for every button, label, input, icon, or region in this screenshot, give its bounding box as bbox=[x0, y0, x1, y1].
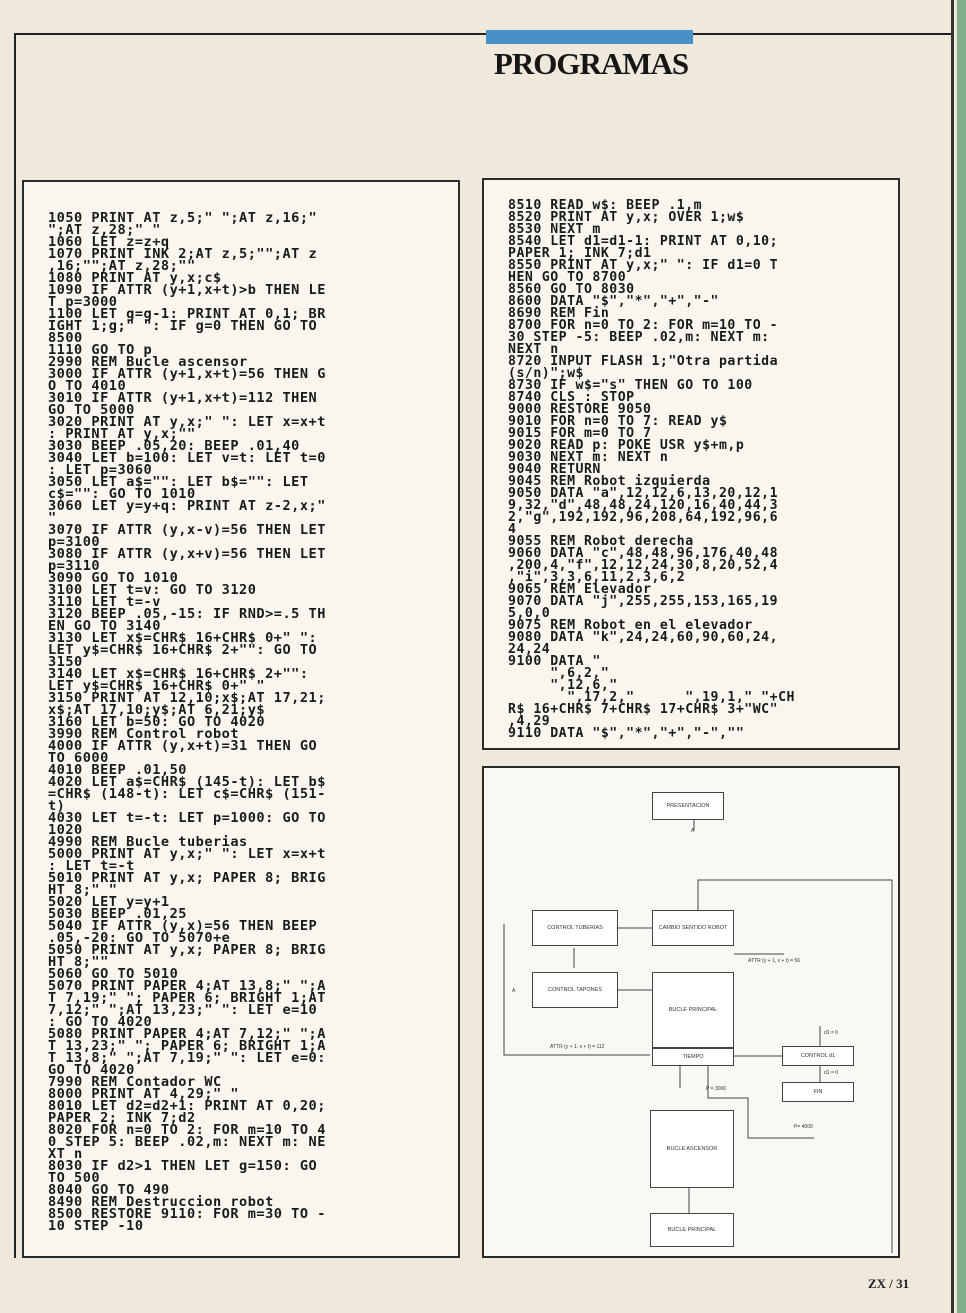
node-control-tuberias: CONTROL TUBERIAS bbox=[532, 910, 618, 946]
label-d1-not-zero: d1 ≠ 0 bbox=[824, 1030, 838, 1036]
node-bucle-ascensor: BUCLE ASCENSOR bbox=[650, 1110, 734, 1188]
node-bucle-principal: BUCLE PRINCIPAL bbox=[652, 972, 734, 1048]
node-tiempo: TIEMPO bbox=[652, 1048, 734, 1066]
left-rule bbox=[14, 33, 16, 1258]
label-attr-112: ATTR (y + 1, x + t) = 112 bbox=[550, 1044, 605, 1050]
label-d1-zero: d1 = 0 bbox=[824, 1070, 839, 1076]
label-a-left: A bbox=[512, 988, 516, 994]
code-listing-right bbox=[482, 178, 900, 750]
section-color-bar bbox=[486, 30, 693, 44]
label-a-top: A bbox=[691, 828, 695, 834]
label-attr-56: ATTR (y + 1, x + t) = 56 bbox=[748, 958, 801, 964]
node-bucle-principal-2: BUCLE PRINCIPAL bbox=[650, 1213, 734, 1247]
right-rule bbox=[951, 0, 954, 1313]
node-presentacion: PRESENTACION bbox=[652, 792, 724, 820]
label-p-3000: P = 3000 bbox=[706, 1086, 727, 1092]
code-listing-left bbox=[22, 180, 460, 1258]
node-control-d1: CONTROL d1 bbox=[782, 1046, 854, 1066]
node-cambio-sentido: CAMBIO SENTIDO ROBOT bbox=[652, 910, 734, 946]
page-edge bbox=[957, 0, 966, 1313]
label-p-4000: P= 4000 bbox=[794, 1124, 813, 1130]
code-listing-left-text: 1050 PRINT AT z,5;" ";AT z,16;" ";AT z,28;" " 1060 LET z=z+q 1070 PRINT INK 2;AT z,5;"";AT z ,16;"";AT z,28;"" 1080 PRINT AT y,x;c$ 1090 IF ATTR (y+1,x+t)>b THEN LE T p=3000 1100 LET g=g-1: PRINT AT 0,1; BR IGHT 1;g;" ": IF g=0 THEN GO TO 8500 1110 GO TO p 2990 REM Bucle ascensor 3000 IF ATTR (y+1,x+t)=56 THEN G O TO 4010 3010 IF ATTR (y+1,x+t)=112 THEN GO TO 5000 3020 PRINT AT y,x;" ": LET x=x+t : PRINT AT y,x;"" 3030 BEEP .05,20: BEEP .01,40 3040 LET b=100: LET v=t: LET t=0 : LET p=3060 3050 LET a$="": LET b$="": LET c$="": GO TO 1010 3060 LET y=y+q: PRINT AT z-2,x;" " 3070 IF ATTR (y,x-v)=56 THEN LET p=3100 3080 IF ATTR (y,x+v)=56 THEN LET p=3110 3090 GO TO 1010 3100 LET t=v: GO TO 3120 3110 LET t=-v 3120 BEEP .05,-15: IF RND>=.5 TH EN GO TO 3140 3130 LET x$=CHR$ 16+CHR$ 0+" ": LET y$=CHR$ 16+CHR$ 2+"": GO TO 3150 3140 LET x$=CHR$ 16+CHR$ 2+"": LET y$=CHR$ 16+CHR$ 0+" " 3150 PRINT AT 12,10;x$;AT 17,21; x$;AT 17,10;y$;AT 6,21;y$ 3160 LET b=50: GO TO 4020 3990 REM Control robot 4000 IF ATTR (y,x+t)=31 THEN GO TO 6000 4010 BEEP .01,50 4020 LET a$=CHR$ (145-t): LET b$ =CHR$ (148-t): LET c$=CHR$ (151- t) 4030 LET t=-t: LET p=1000: GO TO 1020 4990 REM Bucle tuberias 5000 PRINT AT y,x;" ": LET x=x+t : LET t=-t 5010 PRINT AT y,x; PAPER 8; BRIG HT 8;" " 5020 LET y=y+1 5030 BEEP .01,25 5040 IF ATTR (y,x)=56 THEN BEEP .05,-20: GO TO 5070+e 5050 PRINT AT y,x; PAPER 8; BRIG HT 8;"" 5060 GO TO 5010 5070 PRINT PAPER 4;AT 13,8;" ";A T 7,19;" "; PAPER 6; BRIGHT 1;AT 7,12;" ";AT 13,23;" ": LET e=10 : GO TO 4020 5080 PRINT PAPER 4;AT 7,12;" ";A T 13,23;" "; PAPER 6; BRIGHT 1;A T 13,8;" ";AT 7,19;" ": LET e=0: GO TO 4020 7990 REM Contador WC 8000 PRINT AT 4,29;" " 8010 LET d2=d2+1: PRINT AT 0,20; PAPER 2; INK 7;d2 8020 FOR n=0 TO 2: FOR m=10 TO 4 0 STEP 5: BEEP .02,m: NEXT m: NE XT n 8030 IF d2>1 THEN LET g=150: GO TO 500 8040 GO TO 490 8490 REM Destruccion robot 8500 RESTORE 9110: FOR m=30 TO - 10 STEP -10 bbox=[48, 210, 326, 1234]
node-fin: FIN bbox=[782, 1082, 854, 1102]
node-control-tapones: CONTROL TAPONES bbox=[532, 972, 618, 1008]
section-title: PROGRAMAS bbox=[493, 46, 689, 81]
page-number: ZX / 31 bbox=[868, 1276, 910, 1291]
top-rule bbox=[14, 33, 952, 35]
code-listing-right-text: 8510 READ w$: BEEP .1,m 8520 PRINT AT y,x; OVER 1;w$ 8530 NEXT m 8540 LET d1=d1-1: PRINT AT 0,10; PAPER 1; INK 7;d1 8550 PRINT AT y,x;" ": IF d1=0 T HEN GO TO 8700 8560 GO TO 8030 8600 DATA "$","*","+","-" 8690 REM Fin 8700 FOR n=0 TO 2: FOR m=10 TO - 30 STEP -5: BEEP .02,m: NEXT m: NEXT n 8720 INPUT FLASH 1;"Otra partida (s/n)";w$ 8730 IF w$="s" THEN GO TO 100 8740 CLS : STOP 9000 RESTORE 9050 9010 FOR n=0 TO 7: READ y$ 9015 FOR m=0 TO 7 9020 READ p: POKE USR y$+m,p 9030 NEXT m: NEXT n 9040 RETURN 9045 REM Robot izquierda 9050 DATA "a",12,12,6,13,20,12,1 9,32,"d",48,48,24,120,16,40,44,3 2,"g",192,192,96,208,64,192,96,6 4 9055 REM Robot derecha 9060 DATA "c",48,48,96,176,40,48 ,200,4,"f",12,12,24,30,8,20,52,4 ,"i",3,3,6,11,2,3,6,2 9065 REM Elevador 9070 DATA "j",255,255,153,165,19 5,0,0 9075 REM Robot en el elevador 9080 DATA "k",24,24,60,90,60,24, 24,24 9100 DATA " ",6,2," ",12,6," ",17,2," ",19,1," "+CH R$ 16+CHR$ 7+CHR$ 17+CHR$ 3+"WC" ,4,29 9110 DATA "$","*","+","-","" bbox=[508, 198, 795, 741]
flowchart bbox=[482, 766, 900, 1258]
